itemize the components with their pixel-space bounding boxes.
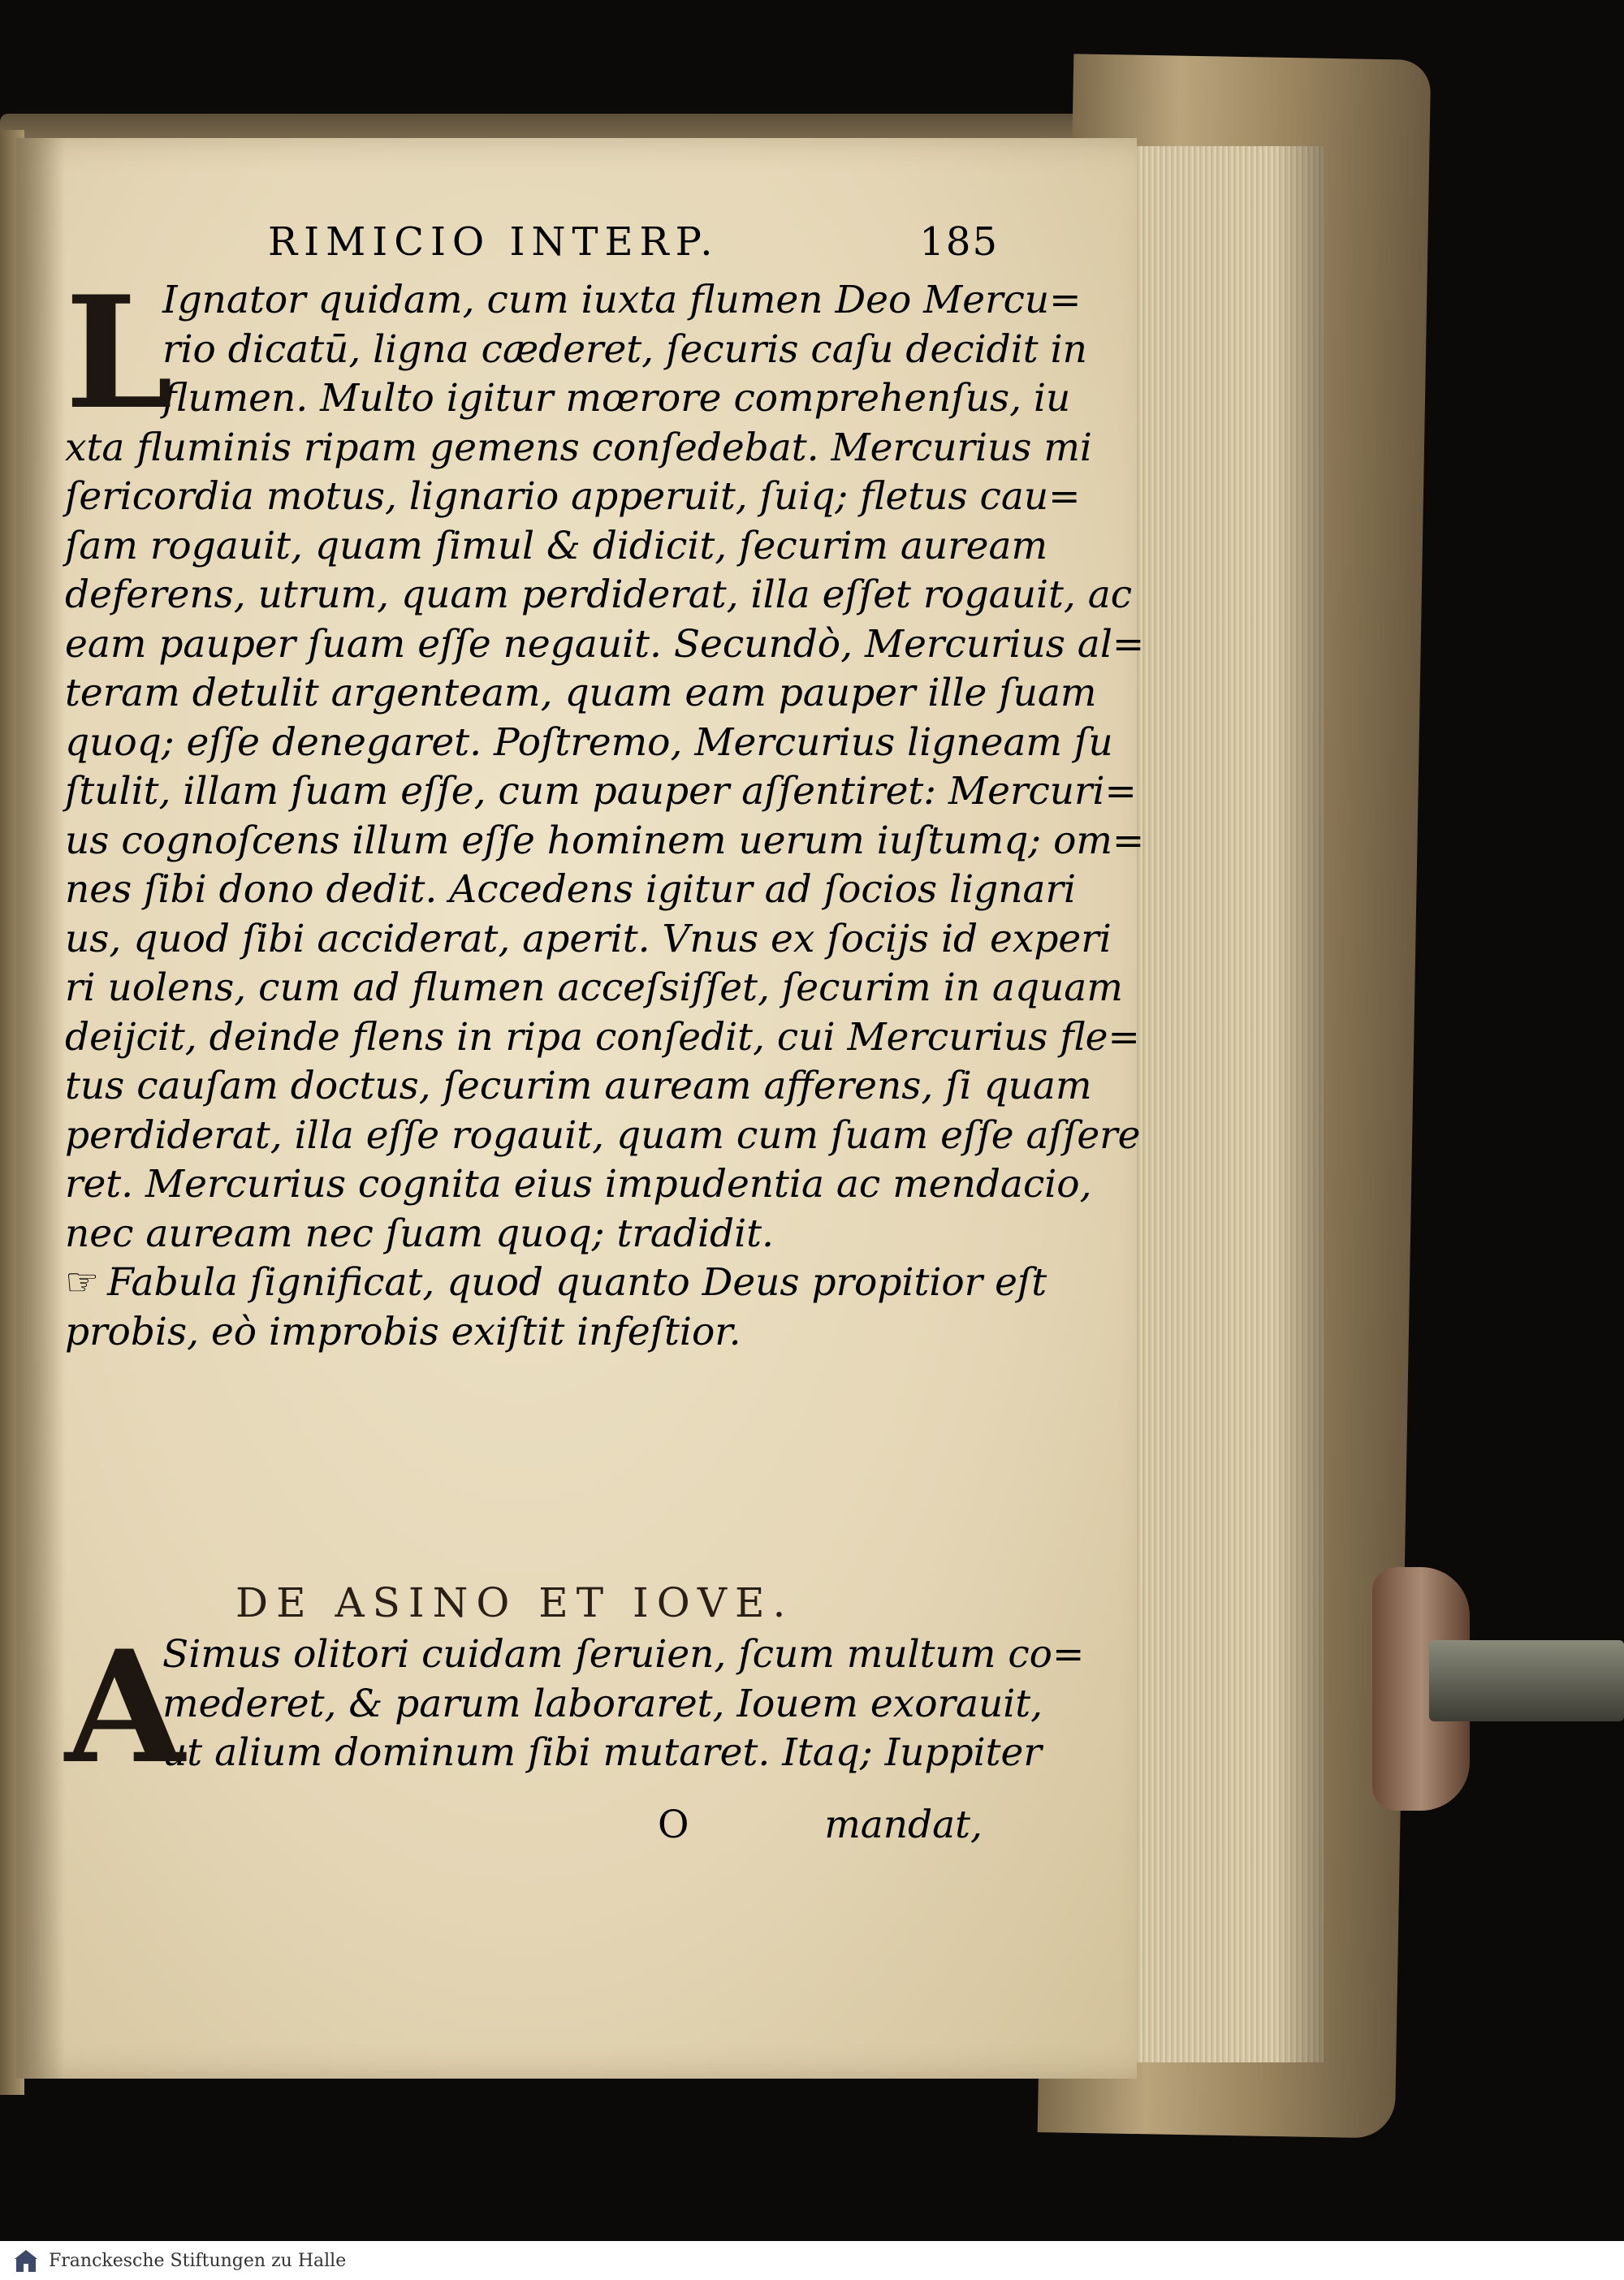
text-line: ret. Mercurius cognita eius impudentia ac mendacio, xyxy=(65,1162,1092,1207)
moral-line: probis, eò improbis exiſtit infeſtior. xyxy=(65,1309,741,1354)
fable1-text xyxy=(65,262,1145,1357)
text-line: us cognoſcens illum eſſe hominem uerum iuſtumq; om= xyxy=(65,818,1145,863)
text-line: tus cauſam doctus, ſecurim auream afferens, ſi quam xyxy=(65,1064,1092,1108)
text-line: ut alium dominum ſibi mutaret. Itaq; Iuppiter xyxy=(162,1730,1042,1775)
text-line: us, quod ſibi acciderat, aperit. Vnus ex ſocijs id experi xyxy=(65,916,1112,961)
dropcap-l: L xyxy=(65,262,174,443)
text-line: perdiderat, illa eſſe rogauit, quam cum ſuam eſſe aſſere xyxy=(65,1112,1141,1158)
clasp-metal-bar xyxy=(1429,1640,1624,1721)
text-line: flumen. Multo igitur mœrore comprehenſus, iu xyxy=(162,376,1071,421)
text-line: rio dicatū, ligna cæderet, ſecuris caſu decidit in xyxy=(162,326,1087,372)
text-line: mederet, & parum laboraret, Iouem exorauit, xyxy=(162,1681,1043,1726)
text-line: ſericordia motus, lignario apperuit, ſuiq; fletus cau= xyxy=(65,474,1081,519)
text-line: deferens, utrum, quam perdiderat, illa eſſet rogauit, ac xyxy=(65,572,1133,617)
folio-number: 185 xyxy=(919,219,999,265)
text-line: teram detulit argenteam, quam eam pauper ille ſuam xyxy=(65,671,1097,715)
text-line: nes ſibi dono dedit. Accedens igitur ad ſocios lignari xyxy=(65,867,1077,912)
text-line: quoq; eſſe denegaret. Poſtremo, Mercurius ligneam ſu xyxy=(65,719,1113,765)
text-line: xta fluminis ripam gemens conſedebat. Mercurius mi xyxy=(65,425,1092,470)
fable2-text xyxy=(65,1617,1085,1798)
text-line: Ignator quidam, cum iuxta flumen Deo Mercu= xyxy=(162,278,1082,322)
institution-logo-icon xyxy=(13,2248,39,2274)
moral-line xyxy=(65,1259,1047,1308)
text-line: deijcit, deinde flens in ripa conſedit, cui Mercurius fle= xyxy=(65,1014,1140,1060)
signature-line xyxy=(65,1803,983,1851)
footer-bar xyxy=(0,2241,1624,2280)
moral-text: Fabula ſignificat, quod quanto Deus propitior eſt xyxy=(107,1260,1047,1305)
text-line: ri uolens, cum ad flumen acceſsiſſet, ſecurim in aquam xyxy=(65,965,1123,1010)
institution-name: Franckesche Stiftungen zu Halle xyxy=(49,2251,347,2271)
text-line: ſam rogauit, quam ſimul & didicit, ſecurim auream xyxy=(65,523,1048,568)
page-gutter xyxy=(16,138,65,2079)
text-line: ſtulit, illam ſuam eſſe, cum pauper aſſentiret: Mercuri= xyxy=(65,769,1137,814)
catchword: mandat, xyxy=(824,1803,983,1847)
text-line: Simus olitori cuidam ſeruien, ſcum multum co= xyxy=(162,1632,1085,1677)
running-head: RIMICIO INTERP. xyxy=(268,219,719,265)
pointing-hand-icon: ☞ xyxy=(65,1260,100,1305)
text-line: nec auream nec ſuam quoq; tradidit. xyxy=(65,1211,774,1256)
running-header xyxy=(219,219,999,276)
book-page xyxy=(16,138,1145,2079)
fable2-heading: DE ASINO ET IOVE. xyxy=(235,1579,794,1626)
signature-mark: O xyxy=(658,1803,689,1847)
text-line: eam pauper ſuam eſſe negauit. Secundò, Mercurius al= xyxy=(65,621,1145,667)
dropcap-a: A xyxy=(65,1617,185,1798)
